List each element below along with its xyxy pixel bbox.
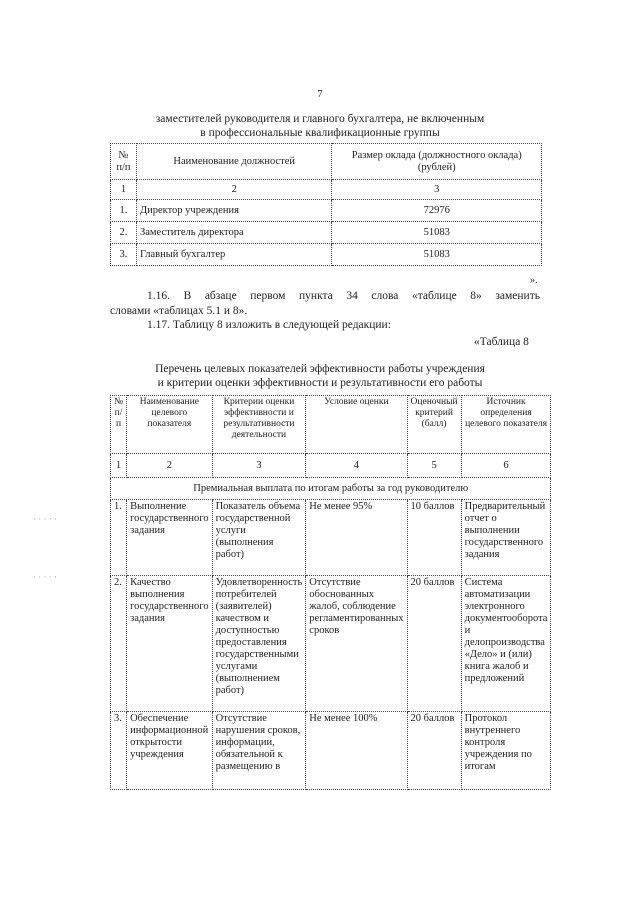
condition: Не менее 100% bbox=[306, 712, 407, 790]
number-cell: 4 bbox=[306, 454, 407, 478]
indicator-name: Выполнение государственного задания bbox=[127, 500, 213, 576]
paragraph-1-16-cont: словами «таблицах 5.1 и 8». bbox=[110, 305, 248, 317]
source: Предварительный отчет о выполнении государственного задания bbox=[461, 500, 551, 576]
indicators-table bbox=[110, 395, 551, 790]
condition: Отсутствие обоснованных жалоб, соблюдение регламентированных сроков bbox=[306, 576, 407, 712]
section-title: Премиальная выплата по итогам работы за год руководителю bbox=[111, 478, 551, 500]
source: Система автоматизации электронного документооборота и делопроизводства «Дело» и (или) книга жалоб и предложений bbox=[461, 576, 551, 712]
paragraph-1-16: 1.16. В абзаце первом пункта 34 слова «таблице 8» заменить bbox=[147, 290, 540, 302]
score: 20 баллов bbox=[407, 576, 461, 712]
table-row bbox=[111, 712, 551, 790]
indicator-name: Качество выполнения государственного задания bbox=[127, 576, 213, 712]
salary-table bbox=[110, 143, 542, 266]
table-row bbox=[111, 576, 551, 712]
table-header-row bbox=[111, 144, 542, 180]
header-cell: Источник определения целевого показателя bbox=[461, 396, 551, 454]
row-number: 1. bbox=[111, 500, 127, 576]
table-row bbox=[111, 244, 542, 266]
header-cell: Условие оценки bbox=[306, 396, 407, 454]
score: 20 баллов bbox=[407, 712, 461, 790]
number-cell: 5 bbox=[407, 454, 461, 478]
table8-title-line2: и критерии оценки эффективности и результативности его работы bbox=[157, 377, 483, 389]
margin-mark: · · · · · bbox=[33, 514, 57, 524]
table-row bbox=[111, 200, 542, 222]
score: 10 баллов bbox=[407, 500, 461, 576]
table-number-row bbox=[111, 454, 551, 478]
row-number: 1. bbox=[111, 200, 137, 222]
section-row bbox=[111, 478, 551, 500]
indicator-name: Обеспечение информационной открытости учреждения bbox=[127, 712, 213, 790]
row-number: 3. bbox=[111, 712, 127, 790]
table-number-row bbox=[111, 180, 542, 200]
number-cell: 3 bbox=[332, 180, 542, 200]
header-cell: Оценочный критерий (балл) bbox=[407, 396, 461, 454]
header-cell: Размер оклада (должностного оклада) (рублей) bbox=[332, 144, 542, 180]
closing-quote: ». bbox=[530, 275, 538, 286]
header-cell: Наименование должностей bbox=[136, 144, 332, 180]
condition: Не менее 95% bbox=[306, 500, 407, 576]
salary-value: 51083 bbox=[332, 244, 542, 266]
criteria: Отсутствие нарушения сроков, информации, обязательной к размещению в bbox=[212, 712, 306, 790]
position-name: Директор учреждения bbox=[136, 200, 332, 222]
table-row bbox=[111, 500, 551, 576]
page-number: 7 bbox=[317, 88, 323, 100]
table-row bbox=[111, 222, 542, 244]
position-name: Заместитель директора bbox=[136, 222, 332, 244]
table-header-row bbox=[111, 396, 551, 454]
row-number: 2. bbox=[111, 222, 137, 244]
number-cell: 3 bbox=[212, 454, 306, 478]
paragraph-1-17: 1.17. Таблицу 8 изложить в следующей редакции: bbox=[147, 319, 391, 331]
table-8-label: «Таблица 8 bbox=[474, 336, 529, 348]
number-cell: 6 bbox=[461, 454, 551, 478]
row-number: 2. bbox=[111, 576, 127, 712]
table8-title-line1: Перечень целевых показателей эффективности работы учреждения bbox=[155, 363, 485, 375]
header-cell: Наименование целевого показателя bbox=[127, 396, 213, 454]
header-cell: № п/п bbox=[111, 144, 137, 180]
margin-mark: · · · · · bbox=[33, 572, 57, 582]
criteria: Удовлетворенность потребителей (заявителей) качеством и доступностью предоставления государственными услугами (выполнением работ) bbox=[212, 576, 306, 712]
number-cell: 2 bbox=[127, 454, 213, 478]
number-cell: 2 bbox=[136, 180, 332, 200]
number-cell: 1 bbox=[111, 454, 127, 478]
salary-value: 51083 bbox=[332, 222, 542, 244]
position-name: Главный бухгалтер bbox=[136, 244, 332, 266]
header-cell: № п/п bbox=[111, 396, 127, 454]
criteria: Показатель объема государственной услуги (выполнения работ) bbox=[212, 500, 306, 576]
row-number: 3. bbox=[111, 244, 137, 266]
header-cell: Критерии оценки эффективности и результативности деятельности bbox=[212, 396, 306, 454]
source: Протокол внутреннего контроля учреждения по итогам bbox=[461, 712, 551, 790]
table1-title-line2: в профессиональные квалификационные группы bbox=[200, 127, 440, 139]
number-cell: 1 bbox=[111, 180, 137, 200]
table1-title-line1: заместителей руководителя и главного бухгалтера, не включенным bbox=[155, 113, 485, 125]
salary-value: 72976 bbox=[332, 200, 542, 222]
